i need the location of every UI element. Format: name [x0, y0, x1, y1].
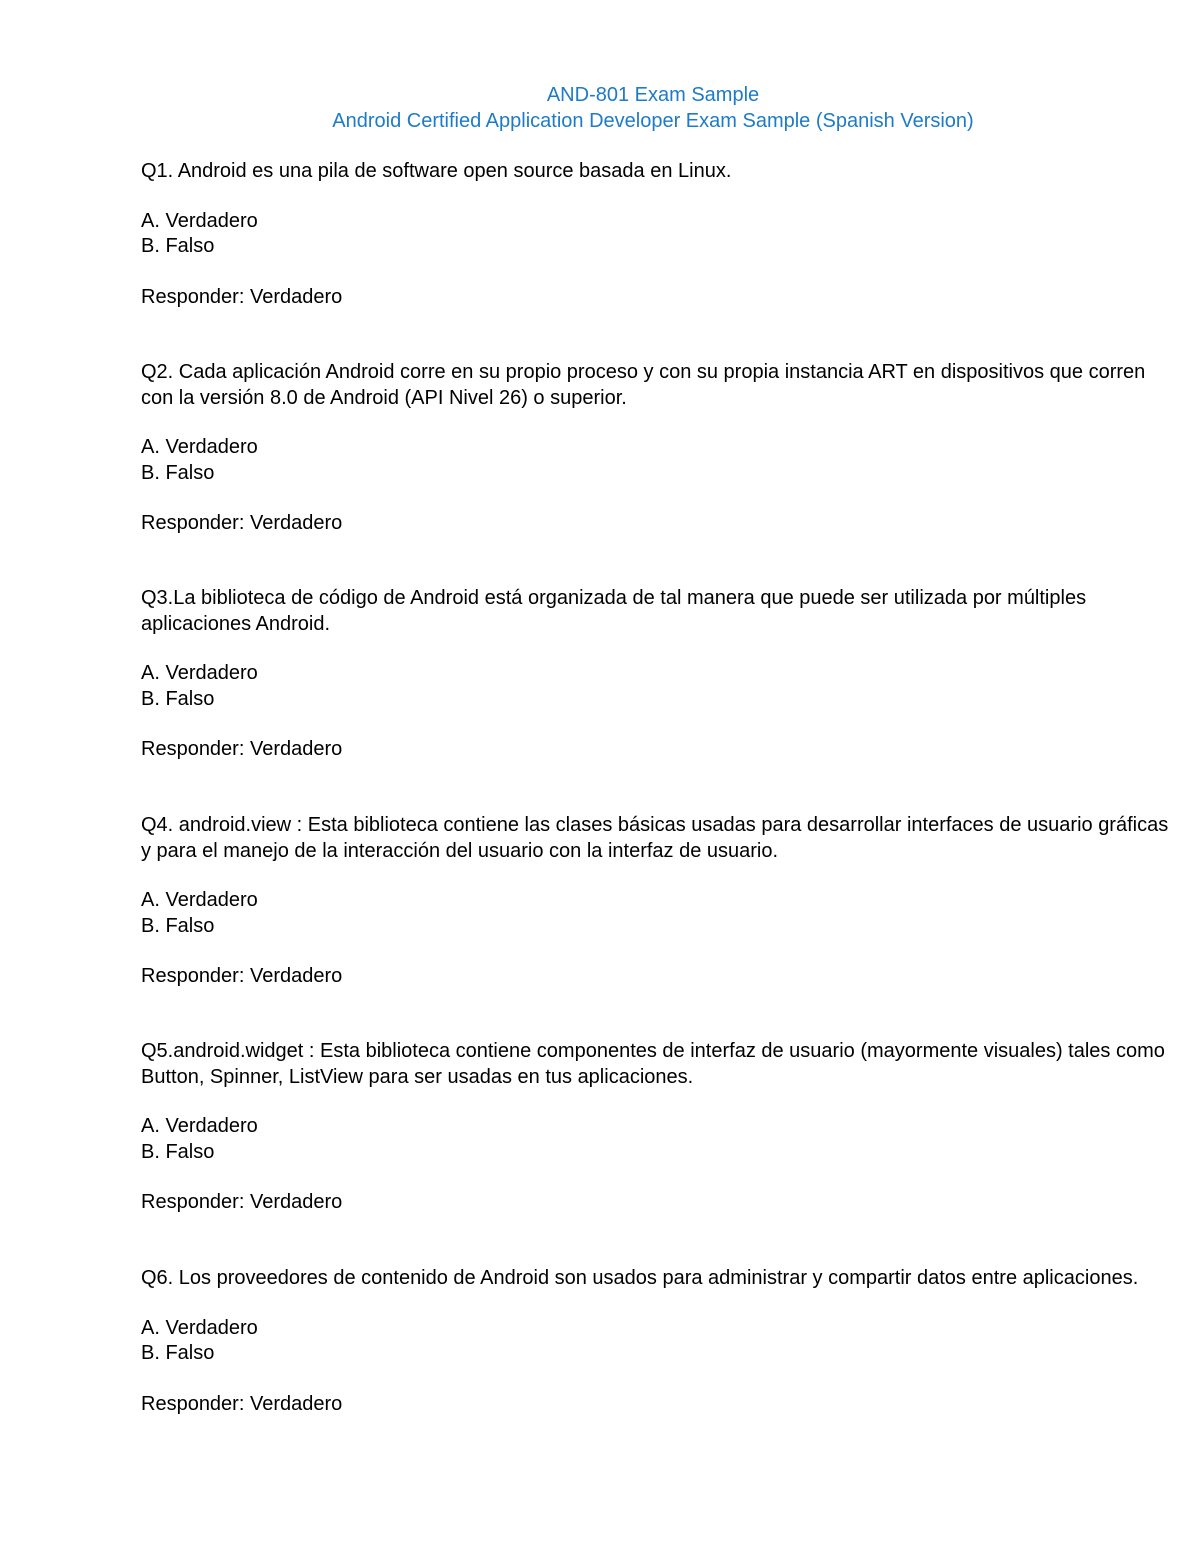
question-options — [141, 661, 1171, 712]
document-header — [0, 82, 1200, 134]
question-options — [141, 435, 1171, 486]
question-answer: Responder: Verdadero — [141, 965, 343, 987]
question-text: Q1. Android es una pila de software open source basada en Linux. — [141, 160, 732, 182]
question-answer: Responder: Verdadero — [141, 1191, 343, 1213]
option-a: A. Verdadero — [141, 889, 258, 911]
question-block — [141, 360, 1171, 537]
option-b: B. Falso — [141, 687, 215, 710]
question-block — [141, 159, 1171, 310]
question-options — [141, 888, 1171, 939]
option-a: A. Verdadero — [141, 1115, 258, 1137]
question-text: Q2. Cada aplicación Android corre en su propio proceso y con su propia instancia ART en dispositivos que corren con la versión 8.0 de Android (API Nivel 26) o superior. — [141, 361, 1146, 409]
option-a: A. Verdadero — [141, 436, 258, 458]
question-text: Q6. Los proveedores de contenido de Android son usados para administrar y compartir datos entre aplicaciones. — [141, 1267, 1139, 1289]
question-block — [141, 1039, 1171, 1216]
question-answer: Responder: Verdadero — [141, 512, 343, 534]
question-answer: Responder: Verdadero — [141, 1392, 343, 1415]
option-b: B. Falso — [141, 914, 215, 937]
question-text: Q4. android.view : Esta biblioteca contiene las clases básicas usadas para desarrollar interfaces de usuario gráficas y para el manejo de la interacción del usuario con la interfaz de usuario. — [141, 814, 1169, 862]
option-a: A. Verdadero — [141, 662, 258, 684]
question-block — [141, 813, 1171, 990]
document-title: AND-801 Exam Sample — [546, 84, 760, 106]
option-b: B. Falso — [141, 1342, 215, 1364]
question-text: Q3.La biblioteca de código de Android está organizada de tal manera que puede ser utilizada por múltiples aplicaciones Android. — [141, 587, 1087, 635]
option-a: A. Verdadero — [141, 1316, 258, 1339]
document-subtitle: Android Certified Application Developer Exam Sample (Spanish Version) — [332, 110, 974, 132]
question-block — [141, 1266, 1171, 1417]
option-b: B. Falso — [141, 461, 215, 484]
option-a: A. Verdadero — [141, 209, 258, 232]
question-block — [141, 586, 1171, 763]
question-options — [141, 209, 1171, 260]
question-answer: Responder: Verdadero — [141, 285, 343, 308]
question-answer: Responder: Verdadero — [141, 738, 343, 760]
question-options — [141, 1114, 1171, 1165]
question-options — [141, 1316, 1171, 1367]
option-b: B. Falso — [141, 1140, 215, 1163]
option-b: B. Falso — [141, 235, 215, 257]
question-text: Q5.android.widget : Esta biblioteca contiene componentes de interfaz de usuario (mayormente visuales) tales como Button, Spinner, ListView para ser usadas en tus aplicaciones. — [141, 1040, 1165, 1088]
